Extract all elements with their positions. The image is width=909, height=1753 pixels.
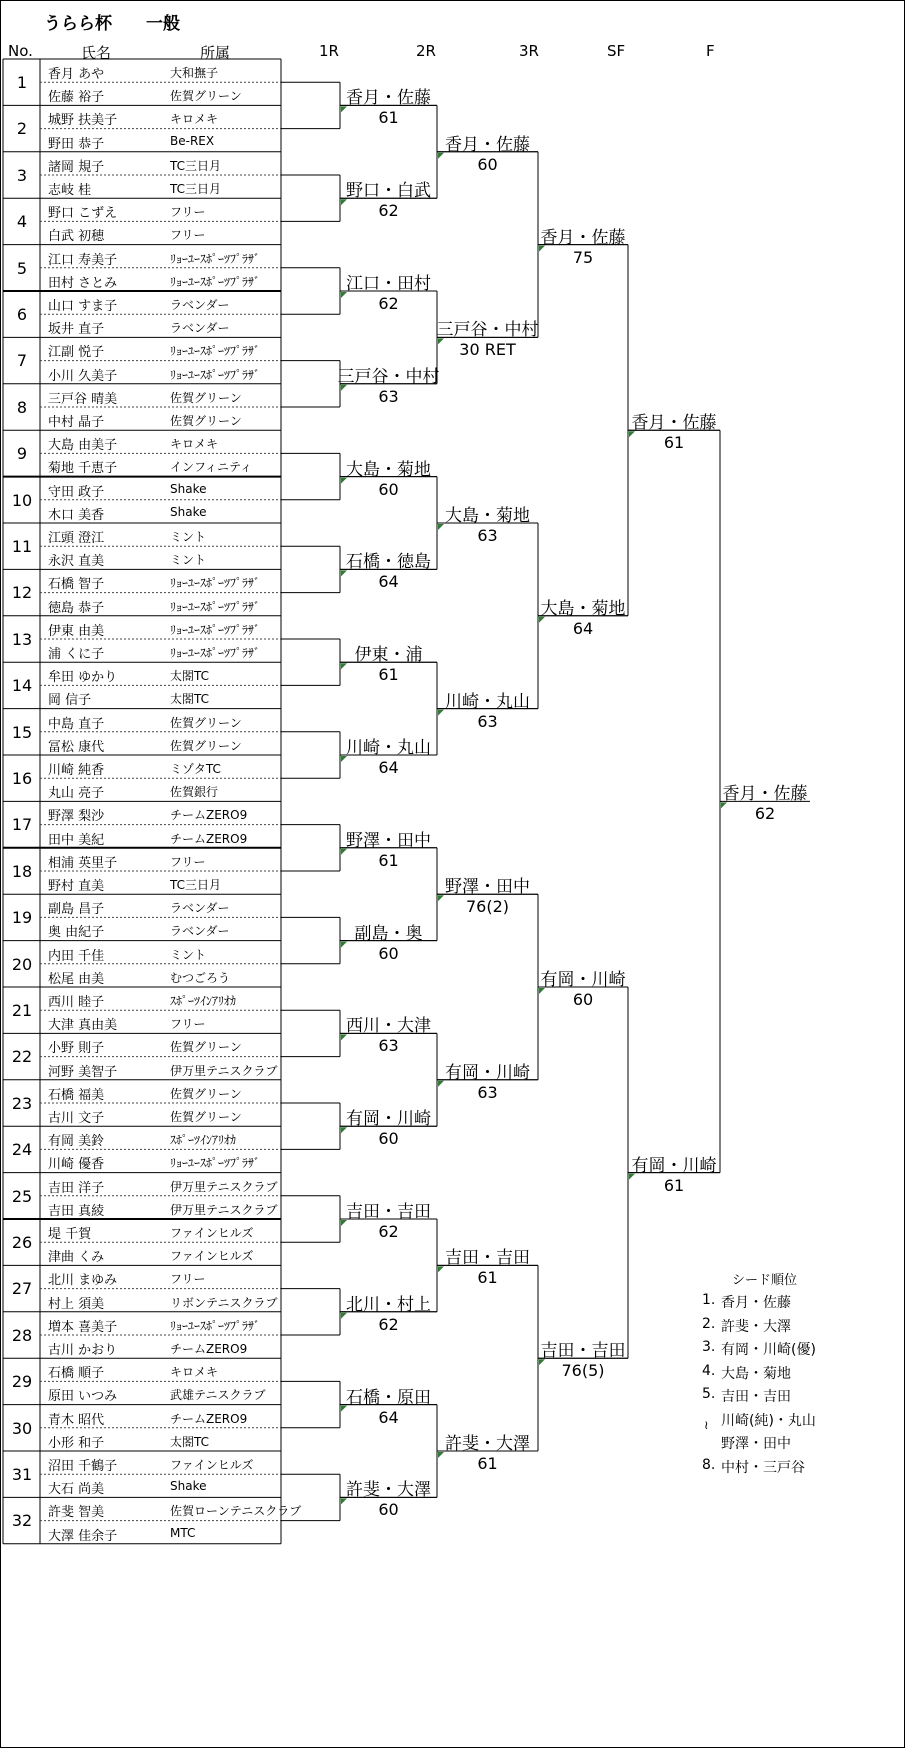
match-score-r3: 60 [572,990,594,1009]
winner-pair-r1: 副島・奥 [354,923,423,944]
pair-number: 16 [11,769,33,788]
winner-pair-r2: 許斐・大澤 [445,1434,530,1454]
player-affiliation: MTC [170,1525,196,1540]
player-name: 小形 和子 [48,1435,105,1451]
winner-pair-sf: 香月・佐藤 [631,413,717,434]
player-affiliation: ﾘｮｰﾕｰｽﾎﾟｰﾂﾌﾟﾗｻﾞ [170,599,261,614]
player-name: 中村 晶子 [48,415,105,430]
pair-number: 19 [11,908,33,928]
player-affiliation: ﾘｮｰﾕｰｽﾎﾟｰﾂﾌﾟﾗｻﾞ [170,576,261,591]
header-semifinal: SF [607,42,626,60]
pair-number: 17 [11,815,33,835]
pair-number: 3 [16,165,28,185]
player-name: 古川 かおり [48,1343,118,1358]
player-name: 沼田 千鶴子 [48,1459,118,1474]
winner-pair-r1: 北川・村上 [346,1294,431,1315]
player-name: 村上 須美 [48,1296,105,1312]
player-name: 牟田 ゆかり [48,670,118,686]
player-name: 永沢 直美 [48,554,105,570]
player-name: 石橋 福美 [48,1087,105,1103]
player-affiliation: 佐賀グリーン [170,89,242,104]
player-affiliation: ｽﾎﾟｰﾂｲﾝｱﾘｵｶ [170,994,237,1008]
pair-number: 20 [11,954,33,974]
player-affiliation: ラベンダー [170,924,230,939]
division-label: 一般 [146,14,180,34]
player-name: 河野 美智子 [48,1064,118,1080]
pair-number: 23 [11,1093,33,1113]
pair-number: 14 [11,676,33,696]
player-name: 副島 昌子 [48,902,105,918]
player-affiliation: フリー [170,854,206,869]
player-name: 古川 文子 [48,1111,105,1126]
pair-number: 15 [11,722,33,742]
player-name: 許斐 智美 [48,1505,105,1521]
player-name: 江副 悦子 [48,345,105,361]
seed-pair: 香月・佐藤 [721,1295,791,1311]
player-name: 諸岡 規子 [48,159,105,175]
player-affiliation: 佐賀銀行 [170,785,219,800]
player-name: 青木 昭代 [48,1412,105,1428]
pair-number: 31 [11,1465,33,1484]
player-name: 川崎 純香 [48,763,105,778]
match-score-r1: 60 [378,1500,399,1520]
player-affiliation: フリー [170,1017,206,1032]
player-affiliation: 伊万里テニスクラブ [170,1063,278,1078]
player-affiliation: 太閤TC [170,669,210,684]
match-score-r2: 63 [477,526,498,545]
player-affiliation: 佐賀グリーン [170,1110,242,1124]
pair-number: 5 [16,258,28,278]
winner-pair-r1: 野澤・田中 [346,830,431,851]
match-score-f: 62 [754,804,776,824]
winner-pair-r2: 三戸谷・中村 [436,320,539,341]
player-name: 江口 寿美子 [48,252,118,268]
player-affiliation: TC三日月 [170,182,222,196]
player-affiliation: フリー [170,228,206,243]
player-affiliation: 佐賀グリーン [170,390,242,405]
player-name: 浦 くに子 [48,647,105,662]
pair-number: 25 [11,1186,33,1206]
player-affiliation: ミント [170,947,207,962]
player-name: 石橋 智子 [48,577,105,593]
player-name: 坂井 直子 [48,322,105,338]
player-affiliation: リボンテニスクラブ [170,1295,278,1310]
winner-pair-r1: 石橋・徳島 [346,552,431,573]
header-affiliation: 所属 [200,44,231,62]
winner-pair-r1: 川崎・丸山 [346,738,431,758]
player-affiliation: フリー [170,205,206,220]
player-affiliation: ﾘｮｰﾕｰｽﾎﾟｰﾂﾌﾟﾗｻﾞ [170,251,261,266]
seed-rank: 2. [702,1315,716,1332]
seed-pair: 野澤・田中 [721,1436,791,1452]
player-affiliation: 佐賀グリーン [170,1086,242,1101]
player-affiliation: ミゾタTC [170,762,221,776]
seed-pair: 中村・三戸谷 [721,1459,805,1476]
winner-pair-sf: 有岡・川崎 [631,1155,717,1176]
match-score-r1: 63 [378,1036,399,1056]
seed-rank: 8. [702,1456,716,1473]
pair-number: 26 [11,1233,33,1252]
header-round-2: 2R [416,42,436,60]
pair-number: 30 [11,1418,33,1438]
player-affiliation: 佐賀グリーン [170,414,242,428]
seed-pair: 川崎(純)・丸山 [721,1412,816,1429]
pair-number: 24 [11,1140,33,1160]
player-affiliation: ラベンダー [170,321,230,336]
player-name: 奥 由紀子 [48,925,105,941]
pair-number: 27 [11,1279,33,1299]
seed-pair: 許斐・大澤 [721,1318,791,1335]
match-score-r1: 62 [378,1222,399,1241]
player-name: 小川 久美子 [48,368,118,384]
match-score-r1: 61 [378,665,399,685]
player-name: 香月 あや [48,67,105,82]
match-score-r1: 62 [378,294,399,313]
header-round-1: 1R [319,42,339,60]
player-name: 内田 千佳 [48,948,105,964]
player-affiliation: 太閤TC [170,692,210,707]
pair-number: 11 [11,537,33,556]
player-affiliation: ファインヒルズ [170,1249,254,1264]
player-name: 徳島 恭子 [48,600,105,616]
player-affiliation: チームZERO9 [170,1342,248,1356]
player-name: 野澤 梨沙 [48,809,105,825]
player-affiliation: 伊万里テニスクラブ [170,1202,278,1217]
player-affiliation: Shake [170,504,207,519]
match-score-r1: 64 [378,758,399,777]
match-score-r2: 61 [477,1454,498,1473]
player-name: 石橋 順子 [48,1366,105,1382]
player-affiliation: ミント [170,530,207,544]
winner-pair-r2: 吉田・吉田 [445,1248,530,1269]
player-name: 守田 政子 [48,484,105,500]
player-affiliation: Be-REX [170,133,215,148]
player-name: 志岐 桂 [48,183,92,198]
match-score-r3: 64 [572,618,594,638]
player-name: 堤 千賀 [48,1227,92,1242]
pair-number: 4 [16,212,28,232]
pair-number: 1 [16,73,28,92]
player-name: 増本 喜美子 [48,1319,118,1335]
player-name: 吉田 洋子 [48,1180,105,1196]
player-name: 野田 恭子 [48,136,105,152]
winner-pair-r1: 三戸谷・中村 [337,366,440,387]
winner-pair-r3: 香月・佐藤 [540,227,626,248]
player-name: 相浦 英里子 [48,855,118,871]
player-name: 三戸谷 晴美 [48,391,118,407]
player-affiliation: 伊万里テニスクラブ [170,1179,278,1194]
match-score-r1: 62 [378,201,399,221]
player-affiliation: Shake [170,481,207,496]
player-name: 菊地 千恵子 [48,461,118,477]
player-affiliation: ファインヒルズ [170,1458,254,1472]
match-score-r2: 30 RET [459,340,516,360]
winner-pair-f: 香月・佐藤 [722,784,808,805]
winner-pair-r1: 野口・白武 [346,181,431,202]
match-score-r2: 60 [477,154,498,174]
player-name: 丸山 亮子 [48,786,105,802]
player-name: 大石 尚美 [48,1482,105,1498]
pair-number: 2 [16,119,28,139]
pair-number: 12 [11,583,33,603]
player-affiliation: 武雄テニスクラブ [170,1388,266,1403]
player-affiliation: 大和撫子 [170,66,219,80]
player-affiliation: むつごろう [170,970,231,985]
match-score-r1: 62 [378,1314,399,1334]
player-affiliation: 佐賀グリーン [170,715,242,730]
match-score-r2: 63 [477,1082,498,1102]
player-name: 西川 睦子 [48,995,105,1010]
winner-pair-r1: 西川・大津 [346,1016,431,1037]
header-round-3: 3R [519,42,539,60]
match-score-r2: 76(2) [465,897,510,917]
match-score-r1: 64 [378,1407,399,1427]
player-name: 大島 由美子 [48,438,118,454]
winner-pair-r1: 石橋・原田 [346,1387,431,1408]
header-name: 氏名 [81,44,112,62]
player-name: 大澤 佳余子 [48,1528,118,1544]
match-score-r1: 60 [378,1129,399,1149]
player-name: 小野 則子 [48,1041,105,1057]
match-score-r1: 61 [378,850,399,870]
winner-pair-r2: 香月・佐藤 [445,134,530,155]
player-affiliation: ﾘｮｰﾕｰｽﾎﾟｰﾂﾌﾟﾗｻﾞ [170,1156,261,1171]
player-affiliation: ﾘｮｰﾕｰｽﾎﾟｰﾂﾌﾟﾗｻﾞ [170,1318,261,1333]
tournament-title: うらら杯 [44,14,112,34]
winner-pair-r3: 大島・菊地 [540,598,626,619]
player-affiliation: ラベンダー [170,901,230,916]
winner-pair-r3: 吉田・吉田 [540,1341,626,1362]
player-affiliation: ﾘｮｰﾕｰｽﾎﾟｰﾂﾌﾟﾗｻﾞ [170,622,261,637]
player-affiliation: TC三日月 [170,158,222,173]
header-final: F [706,42,715,60]
match-score-sf: 61 [663,433,685,453]
pair-number: 9 [16,444,28,464]
winner-pair-r1: 吉田・吉田 [346,1202,431,1222]
match-score-r1: 64 [378,572,399,592]
player-affiliation: キロメキ [170,112,219,127]
player-name: 吉田 真綾 [48,1203,105,1219]
player-name: 佐藤 裕子 [48,90,105,106]
player-name: 冨松 康代 [48,739,105,755]
pair-number: 32 [11,1511,33,1531]
pair-number: 13 [11,629,33,649]
player-affiliation: ﾘｮｰﾕｰｽﾎﾟｰﾂﾌﾟﾗｻﾞ [170,367,261,382]
seed-tie-mark: ≀ [704,1418,709,1432]
seed-rank: 5. [702,1386,716,1402]
winner-pair-r1: 大島・菊地 [346,459,431,480]
player-name: 大津 真由美 [48,1018,118,1034]
match-score-r3: 76(5) [561,1361,605,1381]
winner-pair-r1: 江口・田村 [346,274,431,294]
player-affiliation: 太閤TC [170,1434,210,1449]
player-name: 北川 まゆみ [48,1273,118,1289]
pair-number: 6 [16,305,28,324]
pair-number: 29 [11,1372,33,1392]
player-affiliation: 佐賀グリーン [170,738,242,753]
player-affiliation: ﾘｮｰﾕｰｽﾎﾟｰﾂﾌﾟﾗｻﾞ [170,344,261,359]
match-score-sf: 61 [663,1175,685,1195]
player-name: 伊東 由美 [48,623,105,639]
match-score-r3: 75 [572,247,594,267]
pair-number: 18 [11,861,33,881]
player-affiliation: ミント [170,553,207,568]
pair-number: 10 [11,490,33,510]
player-affiliation: ﾘｮｰﾕｰｽﾎﾟｰﾂﾌﾟﾗｻﾞ [170,646,261,660]
player-affiliation: チームZERO9 [170,831,248,846]
winner-pair-r1: 有岡・川崎 [346,1109,431,1130]
player-affiliation: ファインヒルズ [170,1226,254,1240]
seed-rank: 1. [702,1292,716,1308]
seed-rank: 3. [702,1339,716,1355]
player-affiliation: Shake [170,1479,207,1494]
player-name: 田中 美紀 [48,832,105,848]
seed-rank: 4. [702,1362,716,1379]
match-score-r1: 61 [378,108,399,128]
player-affiliation: インフィニティ [170,460,253,475]
player-name: 有岡 美鈴 [48,1134,105,1150]
match-score-r1: 63 [378,386,399,406]
pair-number: 8 [16,397,28,417]
player-affiliation: キロメキ [170,437,219,452]
match-score-r2: 61 [477,1268,498,1288]
player-name: 江頭 澄江 [48,531,105,546]
player-affiliation: チームZERO9 [170,1411,248,1426]
player-name: 野村 直美 [48,879,105,894]
match-score-r1: 60 [378,479,399,499]
player-name: 岡 信子 [48,693,92,709]
winner-pair-r1: 許斐・大澤 [346,1480,431,1501]
winner-pair-r2: 大島・菊地 [445,506,530,526]
match-score-r1: 60 [378,943,399,963]
player-name: 川崎 優香 [48,1157,105,1173]
player-affiliation: ｽﾎﾟｰﾂｲﾝｱﾘｵｶ [170,1133,237,1148]
pair-number: 28 [11,1325,33,1345]
player-name: 津曲 くみ [48,1250,105,1266]
player-affiliation: ラベンダー [170,298,230,312]
winner-pair-r2: 有岡・川崎 [445,1062,530,1083]
pair-number: 7 [16,351,28,371]
player-affiliation: ﾘｮｰﾕｰｽﾎﾟｰﾂﾌﾟﾗｻﾞ [170,274,261,289]
player-name: 松尾 由美 [48,971,105,987]
player-name: 野口 こずえ [48,206,118,222]
player-affiliation: チームZERO9 [170,808,248,823]
seed-pair: 大島・菊地 [721,1365,791,1382]
player-name: 山口 すま子 [48,299,118,314]
seed-pair: 吉田・吉田 [721,1389,791,1405]
player-name: 城野 扶美子 [48,113,118,129]
winner-pair-r3: 有岡・川崎 [540,970,626,990]
winner-pair-r2: 川崎・丸山 [445,691,530,712]
player-affiliation: キロメキ [170,1365,219,1380]
player-affiliation: 佐賀グリーン [170,1040,242,1055]
player-affiliation: TC三日月 [170,878,222,892]
winner-pair-r1: 香月・佐藤 [346,88,431,109]
player-name: 白武 初穂 [48,229,105,245]
player-name: 中島 直子 [48,716,105,732]
header-no: No. [8,42,33,60]
player-affiliation: 佐賀ローンテニスクラブ [170,1504,302,1519]
player-name: 木口 美香 [48,507,105,523]
pair-number: 21 [11,1001,33,1020]
match-score-r2: 63 [477,711,498,731]
winner-pair-r1: 伊東・浦 [354,645,423,666]
winner-pair-r2: 野澤・田中 [445,877,530,898]
player-name: 田村 さとみ [48,275,118,291]
pair-number: 22 [11,1047,33,1067]
seed-pair: 有岡・川崎(優) [721,1342,816,1358]
player-affiliation: フリー [170,1272,206,1287]
seed-list-title: シード順位 [732,1273,798,1288]
player-name: 原田 いつみ [48,1389,118,1405]
